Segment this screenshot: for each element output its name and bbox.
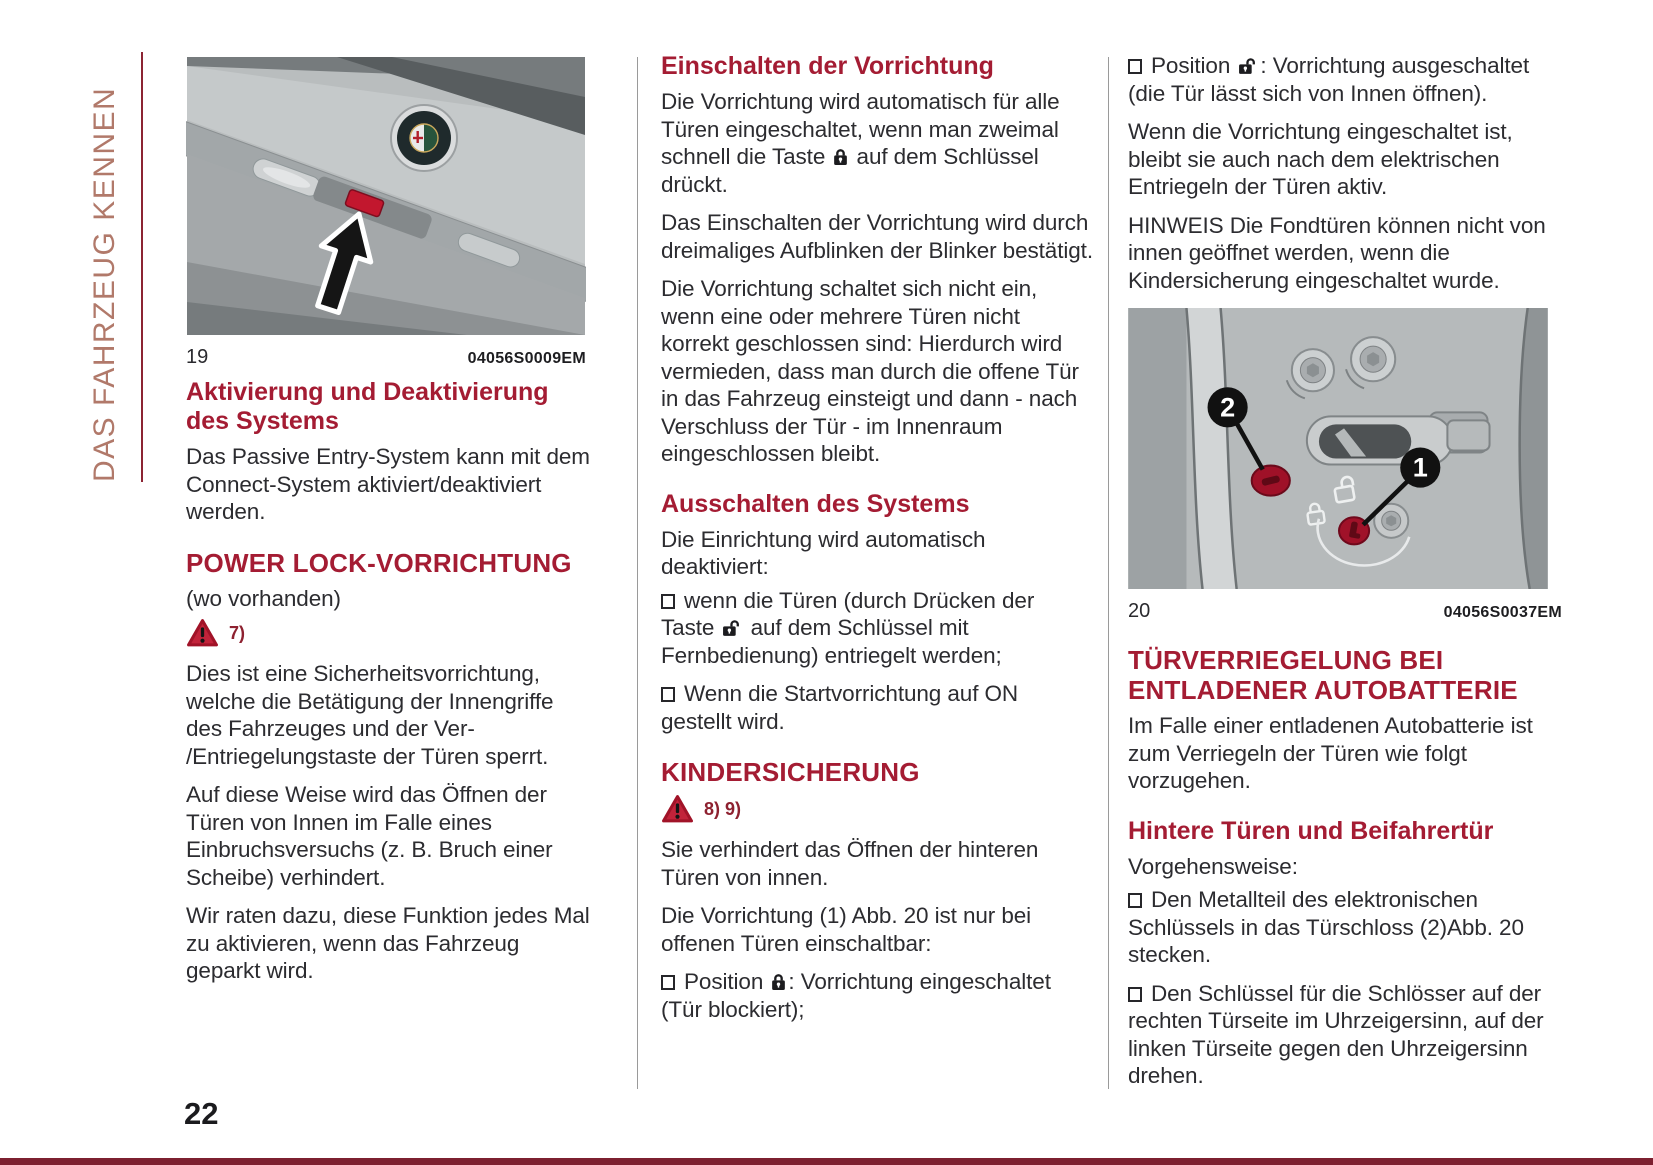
para-autobatterie: Im Falle einer entladenen Autobatterie ist zum Verriegeln der Türen wie folgt vorzugehen. [1128,713,1533,793]
figure-19 [186,57,586,369]
bullet-position-aus-pre: Position [1151,53,1237,78]
para-wir-raten: Wir raten dazu, diese Funktion jedes Mal zu aktivieren, wenn das Fahrzeug geparkt wird. [186,903,590,983]
bullet-schluessel-drehen [1128,980,1562,1090]
para-nicht-ein: Die Vorrichtung schaltet sich nicht ein, wenn eine oder mehrere Türen nicht korrekt geschlossen sind: Hierdurch wird vermieden, dass man durch die offene Tür in das Fahrzeug einsteigt und dann - nach Verschluss der Tür - im Innenraum eingeschlossen bleibt. [661,276,1079,466]
para-einschalten-pre: Die Vorrichtung wird automatisch für alle Türen eingeschaltet, wenn man zweimal schnell die Taste [661,89,1060,169]
para-sicherheitsvorrichtung: Dies ist eine Sicherheitsvorrichtung, welche die Betätigung der Innengriffe des Fahrzeuges und der Ver- /Entriegelungstaste der Türen sperrt. [186,661,554,769]
footer-bar [0,1158,1653,1165]
figure-19-caption [186,346,586,369]
heading-hintere-tueren: Hintere Türen und Beifahrertür [1128,816,1494,845]
door-lock-illustration [1128,308,1548,589]
figure-19-code: 04056S0009EM [467,350,586,367]
para-blinker: Das Einschalten der Vorrichtung wird durch dreimaliges Aufblinken der Blinker bestätigt. [661,210,1093,263]
sidebar-rule [141,52,143,482]
bullet-position-ein-pre: Position [684,969,770,994]
bullet-square-icon [1128,987,1142,1002]
para-eingeschaltet-aktiv: Wenn die Vorrichtung eingeschaltet ist, bleibt sie auch nach dem elektrischen Entriegeln der Türen aktiv. [1128,119,1513,199]
bullet-entriegelt-post: auf dem Schlüssel mit Fernbedienung) entriegelt werden; [661,615,1002,668]
bullet-position-ausgeschaltet [1128,52,1562,107]
heading-aktivierung: Aktivierung und Deaktivierung des Systems [186,378,549,435]
warning-row [661,794,1093,824]
para-hintere-tueren-innen: Sie verhindert das Öffnen der hinteren Türen von innen. [661,837,1039,890]
para-auf-diese-weise: Auf diese Weise wird das Öffnen der Türen von Innen im Falle eines Einbruchsversuchs (z. B. Bruch einer Scheibe) verhindert. [186,782,553,890]
lock-closed-icon [833,148,848,166]
figure-19-number: 19 [186,346,209,368]
warning-reference: 7) [229,622,246,643]
bullet-startvorrichtung-text: Wenn die Startvorrichtung auf ON gestellt wird. [661,681,1019,734]
para-vorgehensweise: Vorgehensweise: [1128,853,1298,879]
para-deaktiviert: Die Einrichtung wird automatisch deaktiviert: [661,526,986,579]
column-divider-left [637,57,638,1089]
chapter-sidebar-label: DAS FAHRZEUG KENNEN [88,86,121,482]
figure-20-caption [1128,600,1562,623]
warning-row [186,618,590,648]
alfa-romeo-badge [391,105,457,171]
bullet-square-icon [661,975,675,990]
bullet-square-icon [1128,59,1142,74]
bullet-square-icon [661,594,675,609]
column-left [186,378,590,996]
heading-kindersicherung: KINDERSICHERUNG [661,757,920,787]
lock-open-icon [722,619,742,637]
door-lock-cylinder-highlight [1252,466,1290,496]
callout-2-number: 2 [1220,391,1236,423]
bullet-startvorrichtung [661,680,1093,735]
bullet-metallteil-text: Den Metallteil des elektronischen Schlüssels in das Türschloss (2)Abb. 20 stecken. [1128,887,1524,967]
heading-ausschalten: Ausschalten des Systems [661,489,970,518]
warning-icon [186,618,219,648]
bullet-square-icon [661,687,675,702]
column-right [1128,52,1562,1101]
para-einschalten [661,88,1093,198]
warning-icon [661,794,694,824]
column-divider-right [1108,57,1109,1089]
bullet-square-icon [1128,893,1142,908]
note-wo-vorhanden: (wo vorhanden) [186,585,341,611]
para-vorrichtung-abb20: Die Vorrichtung (1) Abb. 20 ist nur bei offenen Türen einschaltbar: [661,903,1032,956]
bullet-position-ein-post: : Vorrichtung eingeschaltet (Tür blockiert); [661,969,1051,1022]
bullet-entriegelt [661,587,1093,670]
column-middle [661,52,1093,1034]
para-passive-entry: Das Passive Entry-System kann mit dem Connect-System aktiviert/deaktiviert werden. [186,444,590,524]
bullet-position-eingeschaltet [661,968,1093,1023]
trunk-lid-illustration [186,57,586,335]
lock-open-icon [1238,57,1258,75]
bullet-metallteil [1128,886,1562,969]
callout-1-number: 1 [1412,451,1428,483]
heading-tuerverriegelung: TÜRVERRIEGELUNG BEI ENTLADENER AUTOBATTERIE [1128,645,1518,705]
figure-20 [1128,308,1562,623]
bullet-schluessel-drehen-text: Den Schlüssel für die Schlösser auf der rechten Türseite im Uhrzeigersinn, auf der linken Türseite gegen den Uhrzeigersinn drehen. [1128,980,1544,1088]
door-outer-edge [1128,308,1186,589]
heading-power-lock: POWER LOCK-VORRICHTUNG [186,547,572,578]
page-number: 22 [184,1096,219,1131]
figure-20-number: 20 [1128,600,1151,622]
bullet-position-aus-post: : Vorrichtung ausgeschaltet (die Tür lässt sich von Innen öffnen). [1128,53,1530,106]
lock-closed-icon [771,973,786,991]
para-hinweis-fondtueren: HINWEIS Die Fondtüren können nicht von innen geöffnet werden, wenn die Kindersicherung eingeschaltet wurde. [1128,212,1546,293]
warning-reference: 8) 9) [704,798,742,819]
figure-20-code: 04056S0037EM [1443,604,1562,621]
para-einschalten-post: auf dem Schlüssel drückt. [661,144,1039,197]
heading-einschalten: Einschalten der Vorrichtung [661,52,994,80]
bullet-entriegelt-pre: wenn die Türen (durch Drücken der Taste [661,587,1035,640]
